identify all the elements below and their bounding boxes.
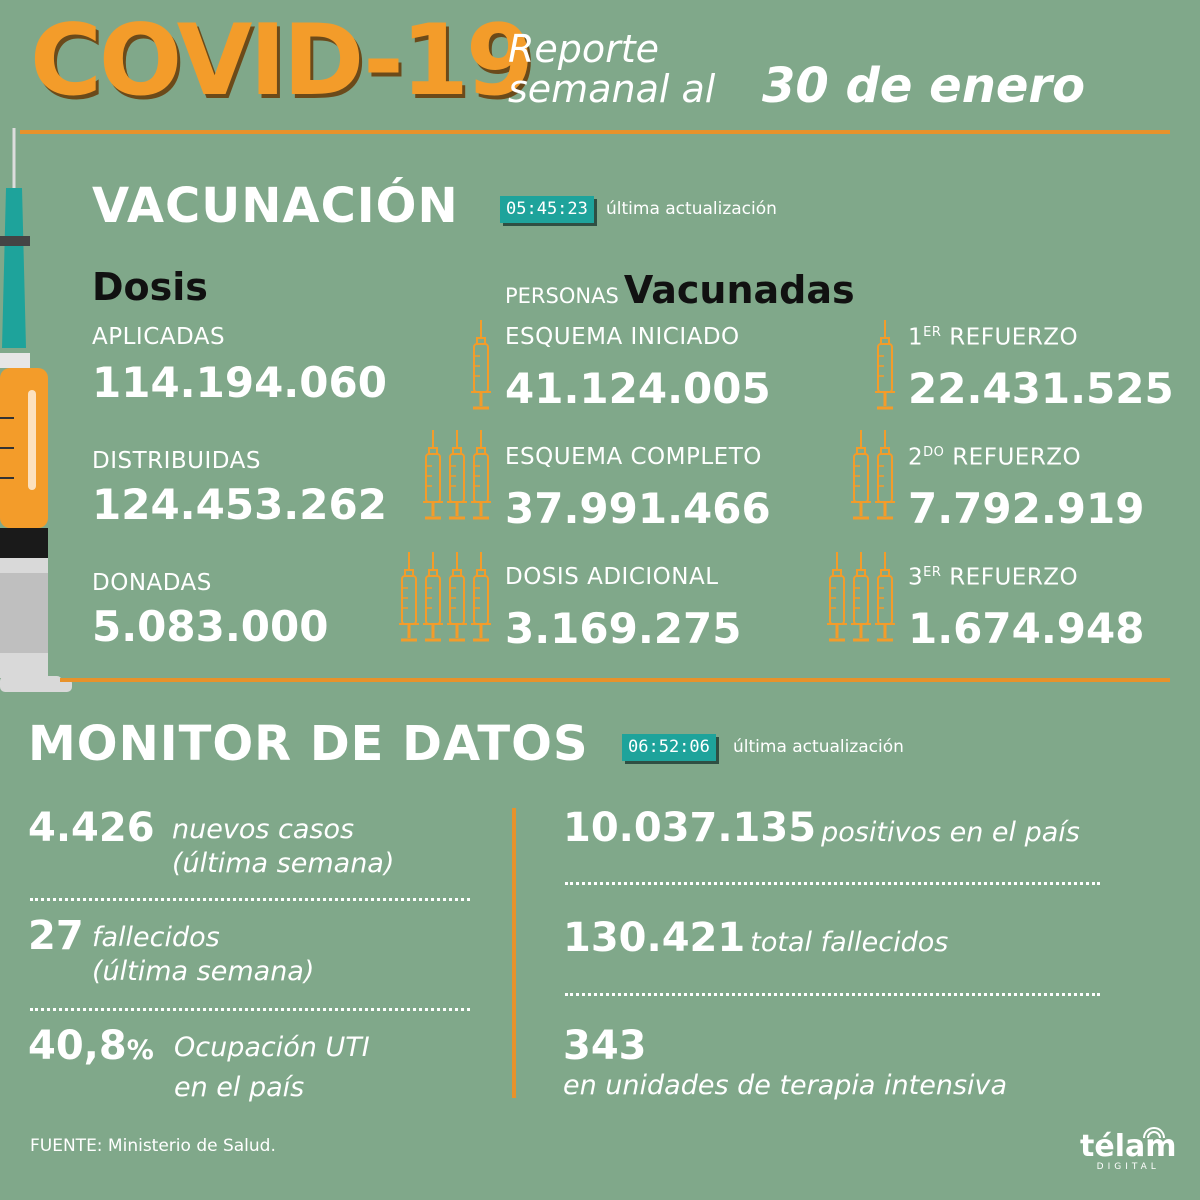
total-fallecidos-text: total fallecidos [750, 927, 949, 958]
donadas-label: DONADAS [92, 570, 212, 596]
refuerzo-1-value: 22.431.525 [908, 364, 1174, 413]
dotted-divider [565, 882, 1100, 885]
refuerzo-3-label [908, 566, 1078, 590]
uti-value: 343 [563, 1023, 647, 1069]
telam-logo-text: télam [1080, 1129, 1177, 1164]
esquema-completo-value: 37.991.466 [505, 484, 771, 533]
three-syringes-icon-refuerzo [824, 552, 902, 644]
ocupacion-unit: % [126, 1035, 154, 1066]
esquema-completo-label: ESQUEMA COMPLETO [505, 444, 762, 470]
esquema-iniciado-label: ESQUEMA INICIADO [505, 324, 740, 350]
ocupacion-line2: en el país [174, 1072, 305, 1103]
refuerzo-1-ordinal: 1 [908, 324, 924, 351]
main-title: COVID-19 [30, 4, 532, 118]
fallecidos-line2: (última semana) [92, 956, 315, 987]
vacunacion-updated-label: última actualización [606, 199, 777, 219]
aplicadas-label: APLICADAS [92, 324, 226, 350]
refuerzo-1-text: REFUERZO [949, 324, 1079, 351]
source-note: FUENTE: Ministerio de Salud. [30, 1136, 276, 1156]
dosis-adicional-label: DOSIS ADICIONAL [505, 564, 719, 590]
monitor-updated-label: última actualización [733, 737, 904, 757]
syringe-illustration-icon [0, 128, 80, 693]
vacunacion-divider [60, 678, 1170, 682]
ocupacion-value: 40,8 [28, 1023, 127, 1069]
positivos-row [563, 805, 1080, 851]
uti-text: en unidades de terapia intensiva [563, 1070, 1008, 1101]
two-syringes-icon [848, 430, 902, 522]
dosis-adicional-value: 3.169.275 [505, 604, 742, 653]
dosis-heading: Dosis [92, 265, 208, 309]
positivos-value: 10.037.135 [563, 805, 817, 851]
refuerzo-2-label [908, 446, 1081, 470]
donadas-value: 5.083.000 [92, 602, 329, 651]
three-syringes-icon [420, 430, 498, 522]
personas-label: PERSONAS [505, 284, 619, 308]
distribuidas-value: 124.453.262 [92, 480, 387, 529]
refuerzo-3-ordinal: 3 [908, 564, 924, 591]
aplicadas-value: 114.194.060 [92, 358, 387, 407]
refuerzo-3-text: REFUERZO [949, 564, 1079, 591]
personas-vacunadas-heading [505, 268, 855, 312]
total-fallecidos-value: 130.421 [563, 915, 746, 961]
ocupacion-value-group [28, 1023, 154, 1069]
distribuidas-label: DISTRIBUIDAS [92, 448, 261, 474]
total-fallecidos-row [563, 915, 949, 961]
one-syringe-icon-refuerzo [872, 320, 902, 412]
header-divider [20, 130, 1170, 134]
fallecidos-line1: fallecidos [92, 922, 220, 953]
dotted-divider [30, 898, 470, 901]
refuerzo-2-ordinal: 2 [908, 444, 924, 471]
vacunacion-title: VACUNACIÓN [92, 178, 459, 234]
nuevos-casos-line1: nuevos casos [172, 814, 355, 845]
refuerzo-1-label [908, 326, 1078, 350]
subtitle-line2: semanal al [508, 67, 716, 111]
refuerzo-2-superscript: DO [923, 445, 945, 460]
four-syringes-icon [396, 552, 498, 644]
refuerzo-1-superscript: ER [923, 325, 942, 340]
fallecidos-value: 27 [28, 913, 84, 959]
refuerzo-3-superscript: ER [923, 565, 942, 580]
telam-logo [1080, 1129, 1177, 1172]
one-syringe-icon [468, 320, 498, 412]
nuevos-casos-line2: (última semana) [172, 848, 395, 879]
nuevos-casos-value: 4.426 [28, 805, 155, 851]
monitor-time-badge: 06:52:06 [622, 734, 716, 761]
dotted-divider [565, 993, 1100, 996]
monitor-column-divider [512, 808, 516, 1098]
refuerzo-2-text: REFUERZO [952, 444, 1082, 471]
vacunacion-time-badge: 05:45:23 [500, 196, 594, 223]
ocupacion-line1: Ocupación UTI [174, 1032, 370, 1063]
monitor-title: MONITOR DE DATOS [28, 716, 589, 772]
report-date: 30 de enero [762, 58, 1086, 114]
vacunadas-heading: Vacunadas [623, 268, 855, 312]
dotted-divider [30, 1008, 470, 1011]
positivos-text: positivos en el país [821, 817, 1080, 848]
esquema-iniciado-value: 41.124.005 [505, 364, 771, 413]
signal-waves-icon [1142, 1126, 1166, 1140]
refuerzo-2-value: 7.792.919 [908, 484, 1145, 533]
telam-logo-sub: DIGITAL [1096, 1162, 1160, 1172]
refuerzo-3-value: 1.674.948 [908, 604, 1145, 653]
subtitle-line1: Reporte [508, 27, 660, 71]
